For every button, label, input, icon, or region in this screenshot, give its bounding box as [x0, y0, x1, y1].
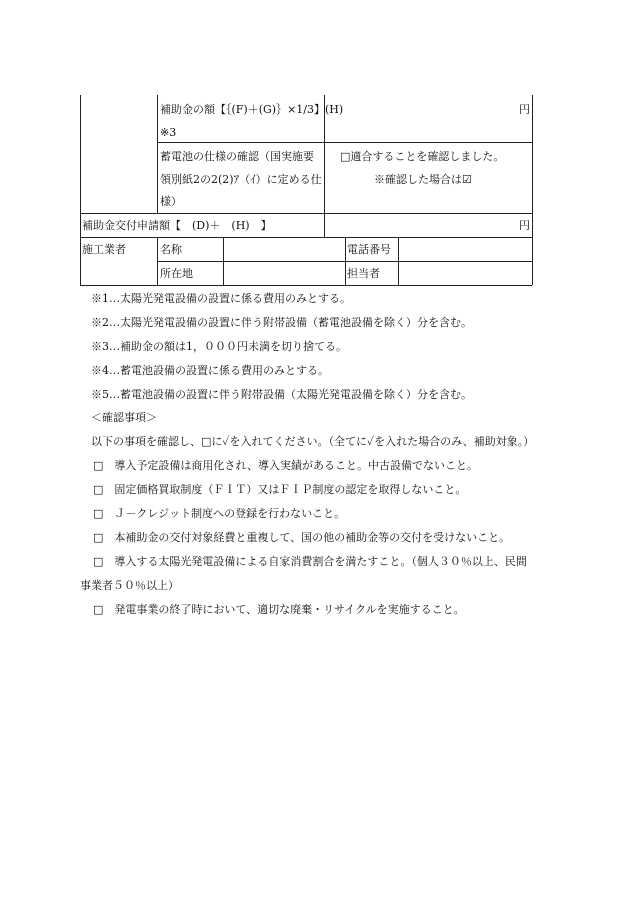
table-border-label-col [157, 95, 158, 213]
confirmation-item-self-consumption[interactable]: □ 導入する太陽光発電設備による自家消費割合を満たすこと。（個人３０％以上、民間 [93, 555, 527, 568]
subsidy-formula-unit: 円 [519, 103, 530, 116]
footnote-2: ※2…太陽光発電設備の設置に伴う附帯設備（蓄電池設備を除く）分を含む。 [91, 316, 472, 329]
table-line-total-top [80, 213, 532, 214]
confirmation-item-used-equipment[interactable]: □ 導入予定設備は商用化され、導入実績があること。中古設備でないこと。 [93, 459, 479, 472]
contractor-name-label: 名称 [160, 243, 182, 256]
contractor-address-label: 所在地 [160, 267, 193, 280]
application-total-label: 補助金交付申請額【 (D)＋ (H) 】 [82, 219, 272, 232]
subsidy-formula-label: 補助金の額【｛(F)＋(G)｝×1/3】(H) [160, 103, 344, 116]
battery-spec-label-line3: 様） [160, 195, 182, 208]
battery-spec-label-line2: 領別紙2の2(2)ｱ（ｲ）に定める仕 [160, 173, 322, 186]
battery-spec-label-line1: 蓄電池の仕様の確認（国実施要 [160, 150, 314, 163]
battery-spec-confirm-text: □適合することを確認しました。 [340, 150, 505, 163]
confirmation-intro: 以下の事項を確認し、□に✓を入れてください。（全てに✓を入れた場合のみ、補助対象。） [91, 435, 535, 448]
footnote-4: ※4…蓄電池設備の設置に係る費用のみとする。 [91, 364, 329, 377]
confirmation-item-j-credit[interactable]: □ Ｊ－クレジット制度への登録を行わないこと。 [93, 507, 346, 520]
footnote-1: ※1…太陽光発電設備の設置に係る費用のみとする。 [91, 292, 351, 305]
contractor-person-label: 担当者 [347, 267, 380, 280]
table-border-left [80, 95, 81, 285]
footnote-3: ※3…補助金の額は1，０００円未満を切り捨てる。 [91, 340, 347, 353]
confirmation-item-self-consumption-cont: 事業者５０％以上） [80, 579, 179, 592]
application-total-unit: 円 [519, 219, 530, 232]
confirmation-item-fit-fip[interactable]: □ 固定価格買取制度（ＦＩＴ）又はＦＩＰ制度の認定を取得しないこと。 [93, 483, 467, 496]
contractor-label: 施工業者 [82, 243, 126, 256]
footnote-5: ※5…蓄電池設備の設置に伴う附帯設備（太陽光発電設備を除く）分を含む。 [91, 388, 472, 401]
table-border-bottom [80, 285, 532, 286]
table-line-address-top [157, 261, 532, 262]
subsidy-formula-note: ※3 [160, 126, 177, 139]
contractor-phone-label: 電話番号 [347, 243, 391, 256]
table-line-spec-top [157, 142, 532, 143]
table-border-total-mid [324, 213, 325, 237]
table-border-right [532, 95, 533, 285]
confirmation-heading: ＜確認事項＞ [91, 411, 157, 424]
confirmation-item-recycling[interactable]: □ 発電事業の終了時において、適切な廃棄・リサイクルを実施すること。 [93, 603, 465, 616]
battery-spec-confirm-note: ※確認した場合は☑ [374, 173, 472, 186]
confirmation-item-no-duplicate-subsidy[interactable]: □ 本補助金の交付対象経費と重複して、国の他の補助金等の交付を受けないこと。 [93, 531, 511, 544]
table-line-contractor-top [80, 237, 532, 238]
